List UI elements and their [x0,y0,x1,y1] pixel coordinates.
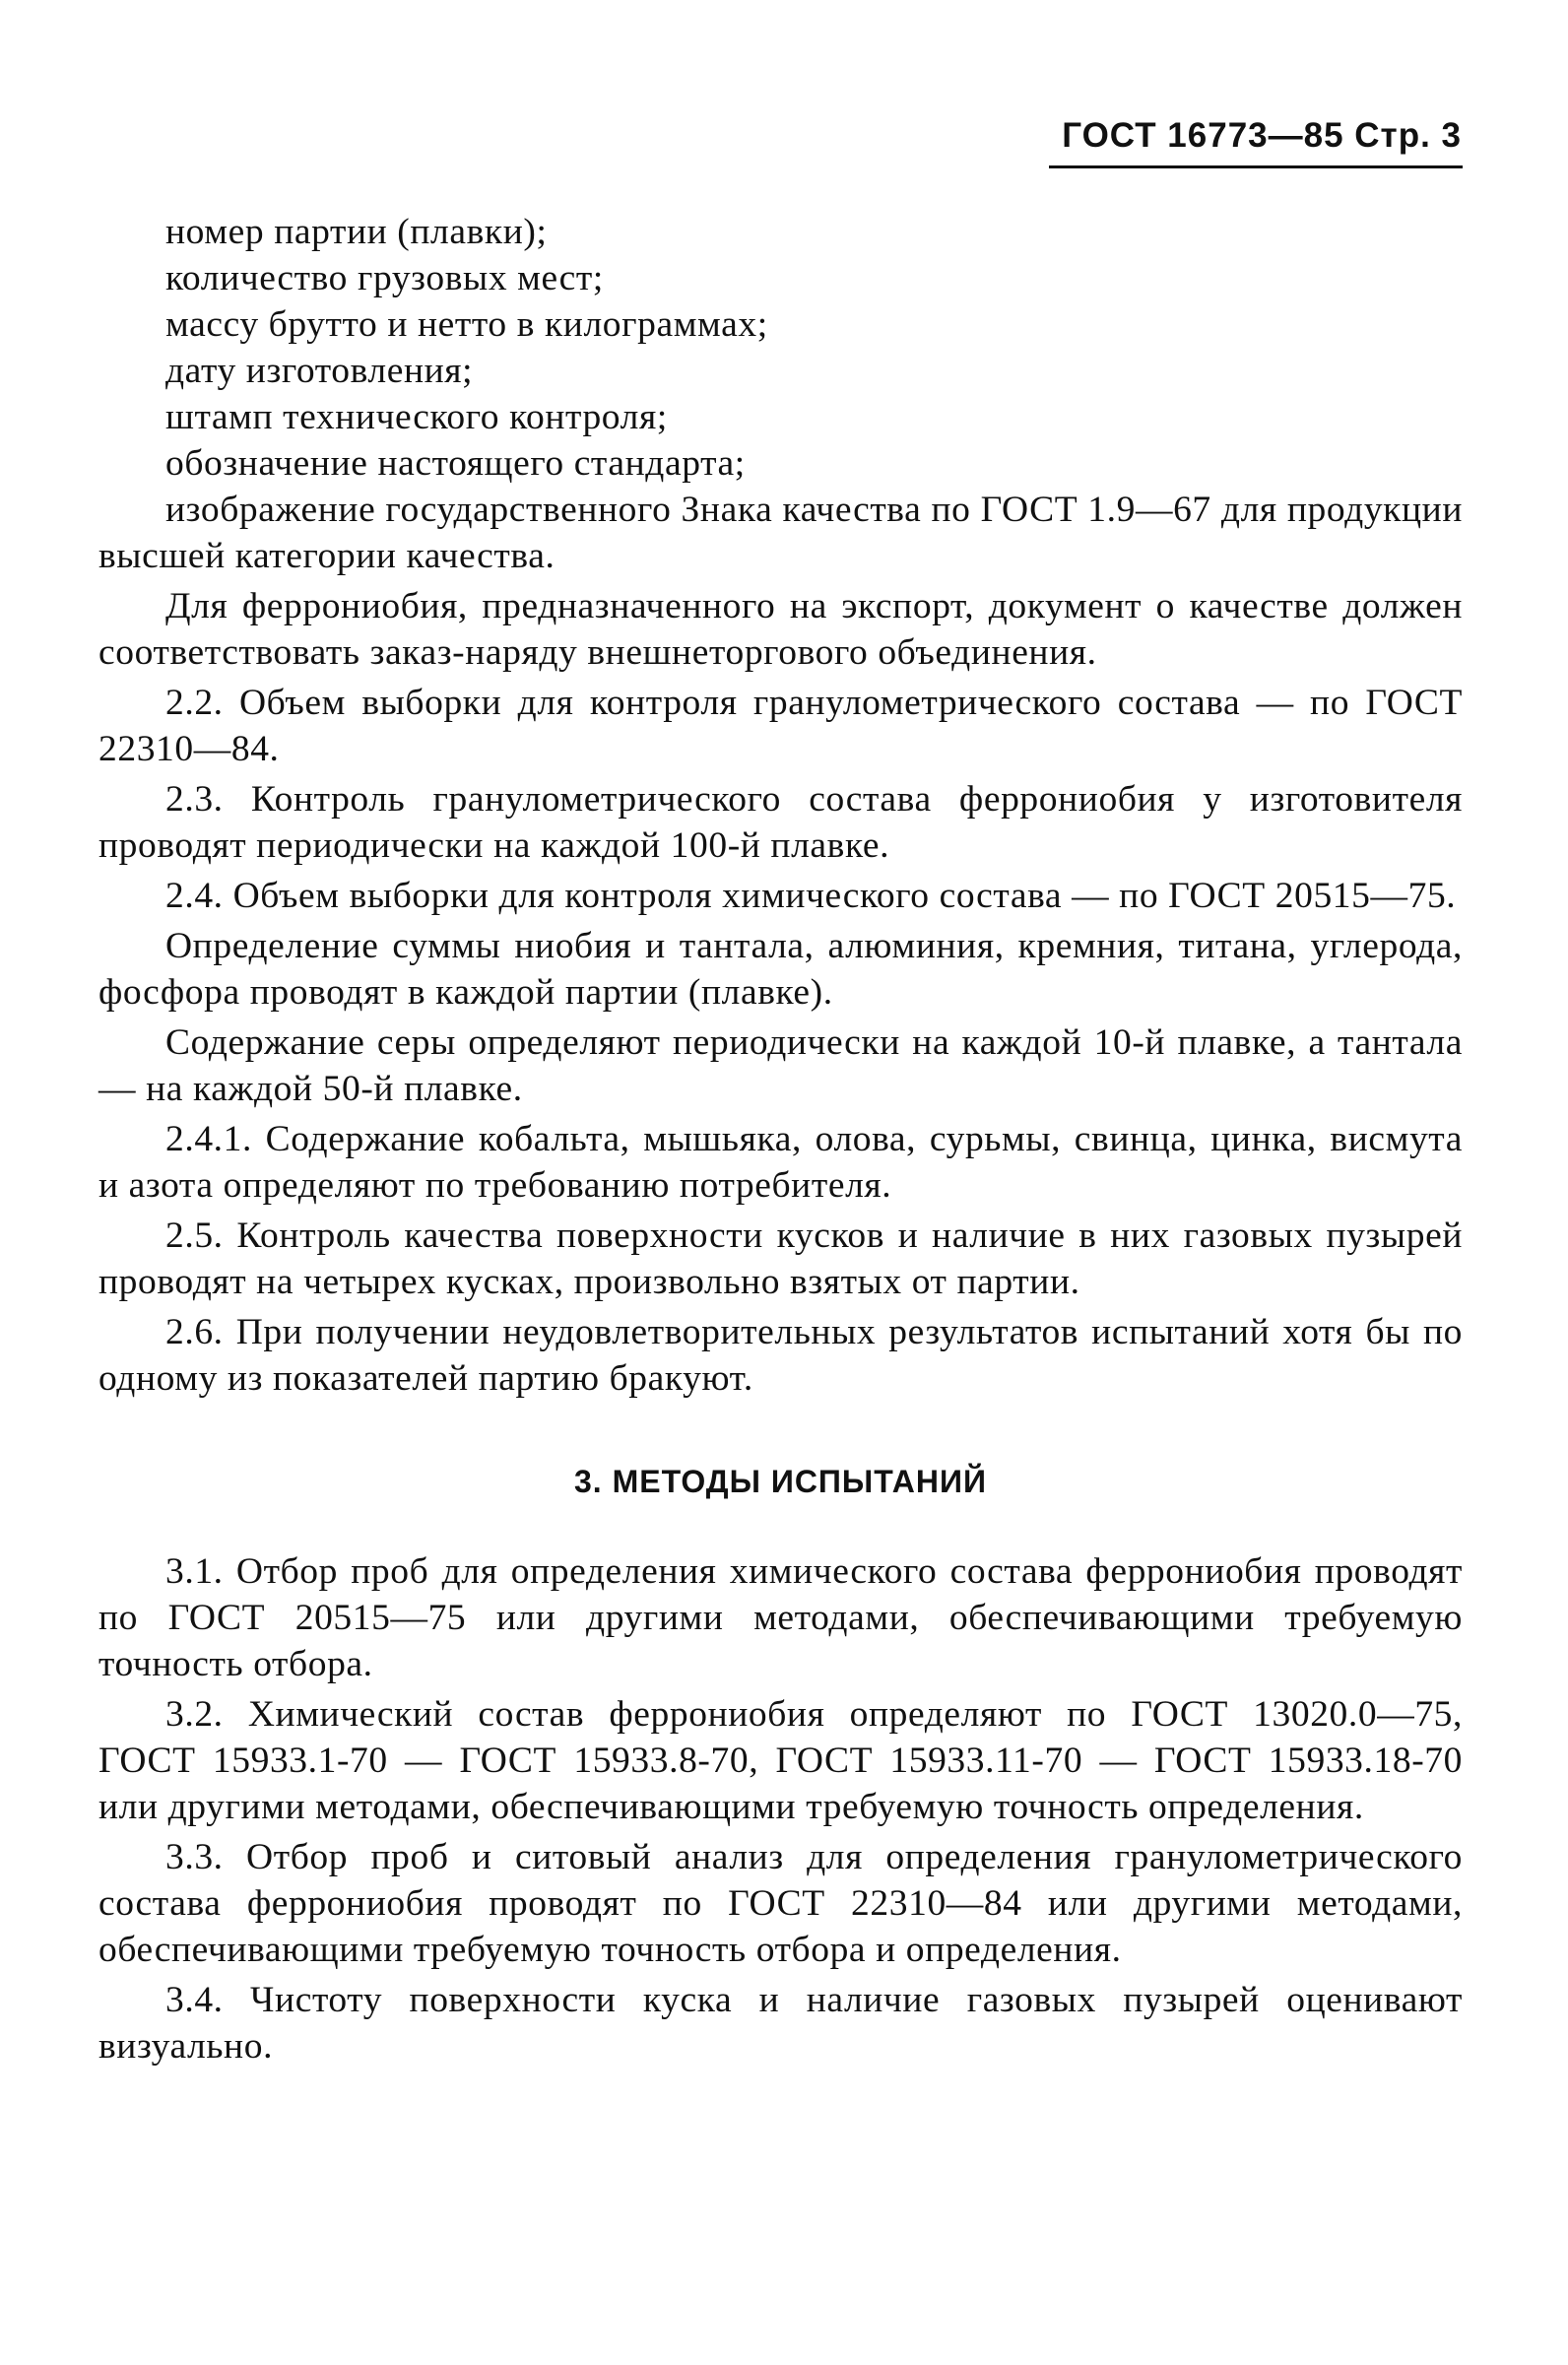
list-item: массу брутто и нетто в килограммах; [165,304,768,345]
list-item: количество грузовых мест; [165,258,604,298]
list-item: обозначение настоящего стандарта; [165,443,746,484]
list-item: дату изготовления; [165,351,474,391]
paragraph-2-3: 2.3. Контроль гранулометрического состава феррониобия у изготовителя проводят периодически на каждой 100-й плавке. [98,779,1463,866]
section-title: 3. МЕТОДЫ ИСПЫТАНИЙ [574,1464,987,1499]
paragraph-3-1: 3.1. Отбор проб для определения химического состава феррониобия проводят по ГОСТ 20515—75 или другими методами, обеспечивающими требуемую точность отбора. [98,1551,1463,1684]
document-body [98,209,1463,2069]
paragraph-2-4: 2.4. Объем выборки для контроля химического состава — по ГОСТ 20515—75. [165,876,1457,916]
paragraph-3-3: 3.3. Отбор проб и ситовый анализ для определения гранулометрического состава феррониобия проводят по ГОСТ 22310—84 или другими методами, обеспечивающими требуемую точность отбора и определения. [98,1837,1463,1970]
paragraph: Определение суммы ниобия и тантала, алюминия, кремния, титана, углерода, фосфора проводят в каждой партии (плавке). [98,926,1463,1013]
list-item: изображение государственного Знака качества по ГОСТ 1.9—67 для продукции высшей категории качества. [98,490,1463,576]
paragraph-2-5: 2.5. Контроль качества поверхности кусков и наличие в них газовых пузырей проводят на четырех кусках, произвольно взятых от партии. [98,1215,1463,1302]
paragraph-2-6: 2.6. При получении неудовлетворительных результатов испытаний хотя бы по одному из показателей партию бракуют. [98,1312,1463,1399]
paragraph-2-4-1: 2.4.1. Содержание кобальта, мышьяка, олова, сурьмы, свинца, цинка, висмута и азота определяют по требованию потребителя. [98,1119,1463,1206]
running-header: ГОСТ 16773—85 Стр. 3 [1062,116,1462,155]
paragraph-2-2: 2.2. Объем выборки для контроля гранулометрического состава — по ГОСТ 22310—84. [98,683,1463,769]
list-item: штамп технического контроля; [165,397,668,437]
paragraph-3-4: 3.4. Чистоту поверхности куска и наличие газовых пузырей оценивают визуально. [98,1980,1463,2067]
header-rule [1049,165,1463,168]
list-item: номер партии (плавки); [165,212,548,252]
paragraph: Содержание серы определяют периодически на каждой 10-й плавке, а тантала — на каждой 50-й плавке. [98,1022,1463,1109]
paragraph: Для феррониобия, предназначенного на экспорт, документ о качестве должен соответствовать заказ-наряду внешнеторгового объединения. [98,586,1463,673]
paragraph-3-2: 3.2. Химический состав феррониобия определяют по ГОСТ 13020.0—75, ГОСТ 15933.1-70 — ГОСТ 15933.8-70, ГОСТ 15933.11-70 — ГОСТ 15933.18-70 или другими методами, обеспечивающими требуемую точность определения. [98,1694,1463,1827]
